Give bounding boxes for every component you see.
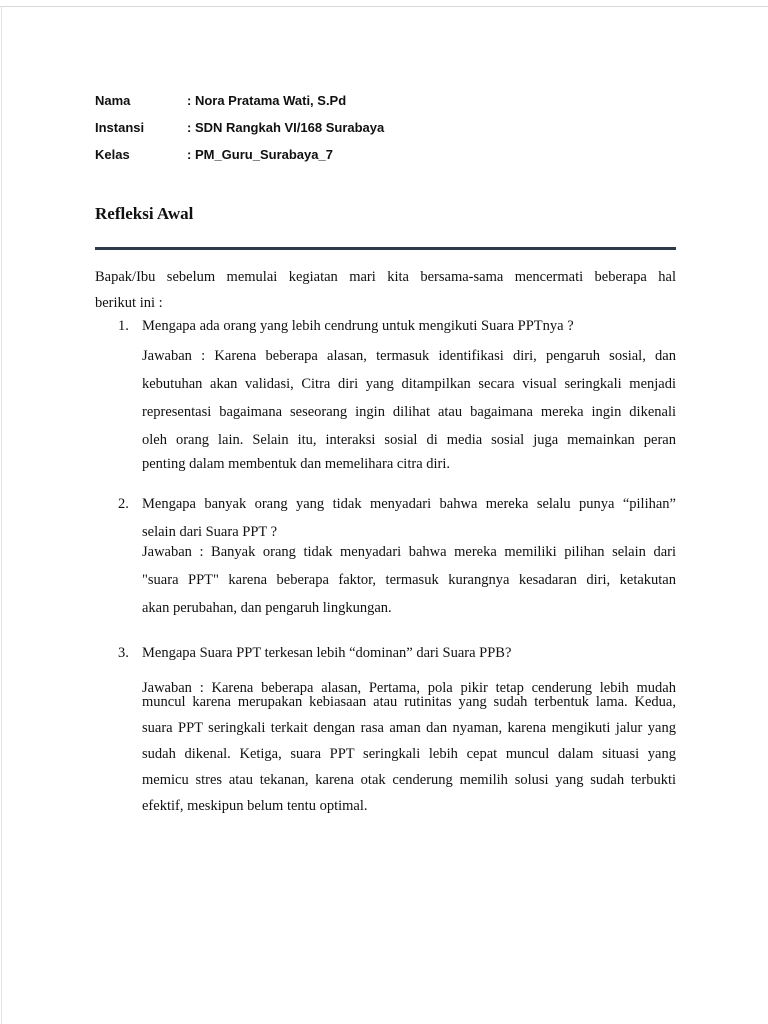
section-title: Refleksi Awal (95, 204, 194, 223)
name-value: : Nora Pratama Wati, S.Pd (187, 93, 347, 108)
answer-line: oleh orang lain. Selain itu, interaksi sosial di media sosial juga memainkan peran (142, 432, 676, 448)
institution-label: Instansi (95, 120, 145, 135)
answer-line: sudah dikenal. Ketiga, suara PPT seringkali lebih cepat muncul dalam situasi yang (142, 746, 676, 762)
identity-row-institution (95, 119, 384, 146)
question-number: 1. (118, 318, 129, 334)
institution-value: : SDN Rangkah VI/168 Surabaya (187, 120, 385, 135)
answer-line: Jawaban : Karena beberapa alasan, termasuk identifikasi diri, pengaruh sosial, dan (142, 348, 676, 364)
identity-block (95, 92, 384, 173)
answer-3-overlap (142, 681, 676, 709)
question-text: Mengapa Suara PPT terkesan lebih “dominan” dari Suara PPB? (142, 645, 512, 661)
answer-2 (142, 538, 676, 622)
question-line: Mengapa banyak orang yang tidak menyadari bahwa mereka selalu punya “pilihan” (142, 496, 676, 512)
question-number: 3. (118, 645, 129, 661)
section-divider (95, 247, 676, 250)
answer-line: efektif, meskipun belum tentu optimal. (142, 798, 368, 814)
answer-line: memicu stres atau tekanan, karena otak cenderung memilih solusi yang sudah terbukti (142, 772, 676, 788)
question-text: Mengapa ada orang yang lebih cendrung untuk mengikuti Suara PPTnya ? (142, 318, 574, 334)
answer-line: penting dalam membentuk dan memelihara citra diri. (142, 456, 451, 472)
intro-paragraph (95, 264, 676, 316)
name-label: Nama (95, 93, 131, 108)
question-line: selain dari Suara PPT ? (142, 524, 278, 540)
answer-line: suara PPT seringkali terkait dengan rasa aman dan nyaman, karena mengikuti jalur yang (142, 720, 676, 736)
intro-line: berikut ini : (95, 295, 163, 311)
answer-line: Jawaban : Banyak orang tidak menyadari bahwa mereka memiliki pilihan selain dari (142, 544, 676, 560)
intro-line: Bapak/Ibu sebelum memulai kegiatan mari kita bersama-sama mencermati beberapa hal (95, 269, 676, 285)
answer-line: representasi bagaimana seseorang ingin dilihat atau bagaimana mereka ingin dikenali (142, 404, 676, 420)
class-value: : PM_Guru_Surabaya_7 (187, 147, 333, 162)
answer-line: akan perubahan, dan pengaruh lingkungan. (142, 600, 392, 616)
identity-row-name (95, 92, 384, 119)
identity-row-class (95, 146, 384, 173)
answer-line: "suara PPT" karena beberapa faktor, termasuk kurangnya kesadaran diri, ketakutan (142, 572, 676, 588)
question-number: 2. (118, 496, 129, 512)
class-label: Kelas (95, 147, 130, 162)
answer-1-last-line (142, 454, 676, 474)
answer-1 (142, 342, 676, 454)
answer-line: Jawaban : Karena beberapa alasan, Pertama, pola pikir tetap cenderung lebih mudah (142, 680, 676, 696)
answer-line: muncul karena merupakan kebiasaan atau rutinitas yang sudah terbentuk lama. Kedua, (142, 694, 676, 710)
answer-3 (142, 715, 676, 819)
answer-line: kebutuhan akan validasi, Citra diri yang ditampilkan secara visual seringkali menjadi (142, 376, 676, 392)
